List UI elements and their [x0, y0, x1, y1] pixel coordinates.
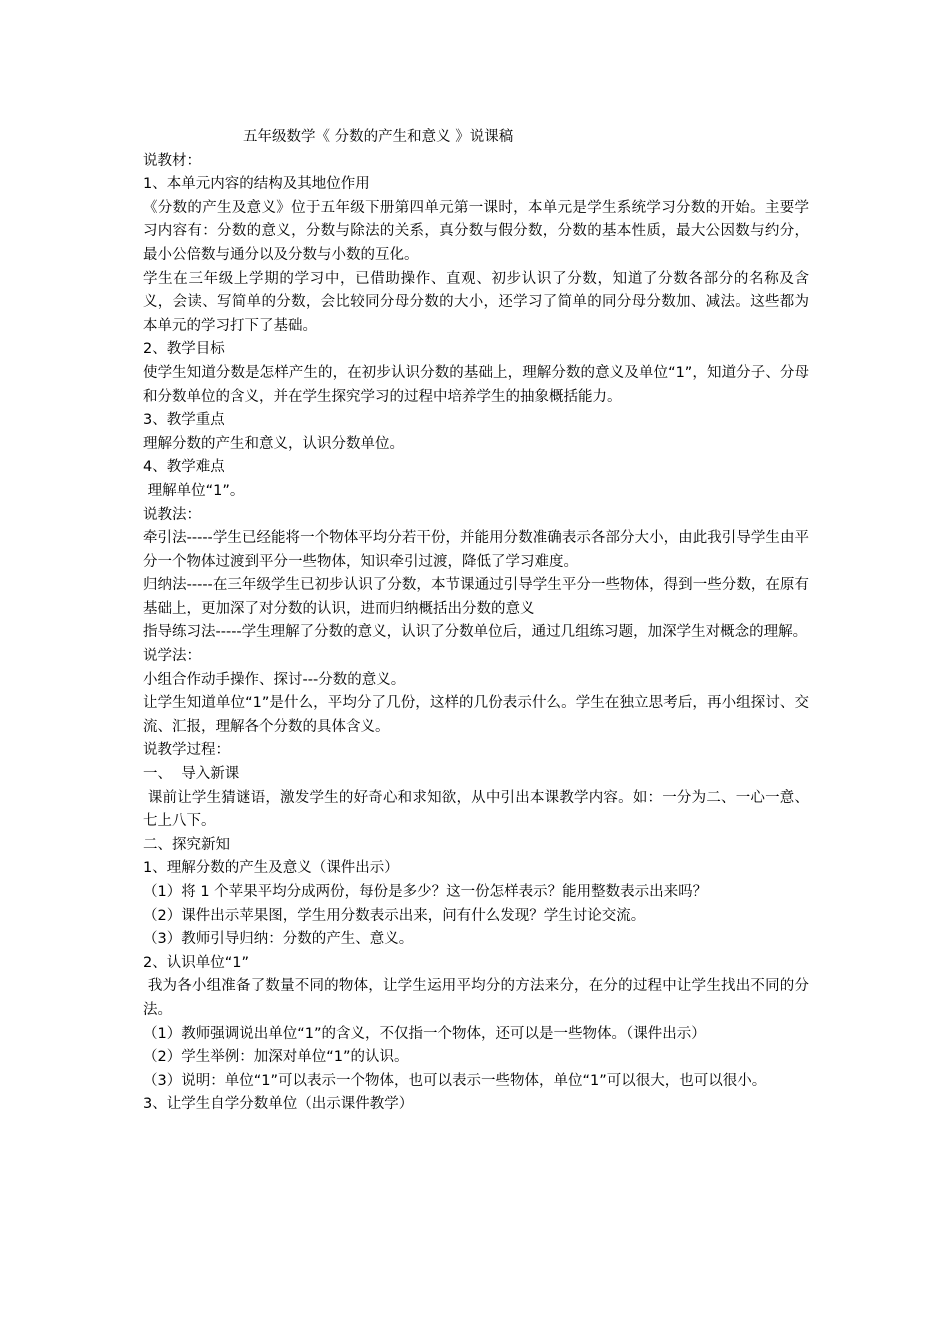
subsection-heading: 一、 导入新课: [143, 766, 240, 783]
list-item: （1）教师强调说出单位“1”的含义，不仅指一个物体，还可以是一些物体。（课件出示）: [143, 1025, 706, 1042]
paragraph: 我为各小组准备了数量不同的物体，让学生运用平均分的方法来分，在分的过程中让学生找出不同的分法。: [143, 978, 810, 1018]
list-item: （2）课件出示苹果图，学生用分数表示出来，问有什么发现？学生讨论交流。: [143, 907, 646, 924]
section-heading: 说教法：: [143, 506, 201, 523]
list-item: （2）学生举例：加深对单位“1”的认识。: [143, 1049, 409, 1066]
subsection-heading: 1、理解分数的产生及意义（课件出示）: [143, 860, 399, 877]
paragraph: 理解分数的产生和意义，认识分数单位。: [143, 435, 404, 452]
subsection-heading: 1、本单元内容的结构及其地位作用: [143, 176, 370, 193]
paragraph: 牵引法-----学生已经能将一个物体平均分若干份，并能用分数准确表示各部分大小，由此我引导学生由平分一个物体过渡到平分一些物体，知识牵引过渡，降低了学习难度。: [143, 530, 809, 570]
paragraph: 课前让学生猜谜语，激发学生的好奇心和求知欲，从中引出本课教学内容。如：一分为二、一心一意、七上八下。: [143, 789, 810, 830]
document-title: 五年级数学《 分数的产生和意义 》说课稿: [243, 129, 514, 145]
paragraph: 使学生知道分数是怎样产生的，在初步认识分数的基础上，理解分数的意义及单位“1”，知道分子、分母和分数单位的含义，并在学生探究学习的过程中培养学生的抽象概括能力。: [143, 364, 809, 405]
subsection-heading: 二、探究新知: [143, 836, 230, 853]
subsection-heading: 3、让学生自学分数单位（出示课件教学）: [143, 1096, 414, 1113]
section-heading: 说学法：: [143, 648, 201, 665]
subsection-heading: 2、教学目标: [143, 341, 225, 358]
section-heading: 说教学过程：: [143, 742, 230, 759]
paragraph: 《分数的产生及意义》位于五年级下册第四单元第一课时，本单元是学生系统学习分数的开始。主要学习内容有：分数的意义，分数与除法的关系，真分数与假分数，分数的基本性质，最大公因数与约分，最小公倍数与通分以及分数与小数的互化。: [143, 199, 809, 263]
subsection-heading: 3、教学重点: [143, 412, 225, 429]
paragraph: 理解单位“1”。: [143, 482, 245, 499]
paragraph: 学生在三年级上学期的学习中，已借助操作、直观、初步认识了分数，知道了分数各部分的名称及含义，会读、写简单的分数，会比较同分母分数的大小，还学习了简单的同分母分数加、减法。这些都为本单元的学习打下了基础。: [143, 270, 809, 334]
section-heading: 说教材：: [143, 152, 201, 169]
paragraph: 小组合作动手操作、探讨---分数的意义。: [143, 671, 406, 688]
document-body: [143, 126, 809, 1117]
paragraph: 指导练习法-----学生理解了分数的意义，认识了分数单位后，通过几组练习题，加深学生对概念的理解。: [143, 624, 808, 641]
paragraph: 让学生知道单位“1”是什么，平均分了几份，这样的几份表示什么。学生在独立思考后，再小组探讨、交流、汇报，理解各个分数的具体含义。: [143, 695, 809, 735]
list-item: （3）教师引导归纳：分数的产生、意义。: [143, 931, 414, 948]
list-item: （1）将 1 个苹果平均分成两份，每份是多少？这一份怎样表示？能用整数表示出来吗？: [143, 884, 708, 900]
subsection-heading: 4、教学难点: [143, 459, 225, 476]
list-item: （3）说明：单位“1”可以表示一个物体，也可以表示一些物体，单位“1”可以很大，也可以很小。: [143, 1072, 767, 1089]
paragraph: 归纳法-----在三年级学生已初步认识了分数，本节课通过引导学生平分一些物体，得到一些分数，在原有基础上，更加深了对分数的认识，进而归纳概括出分数的意义: [143, 577, 809, 617]
subsection-heading: 2、认识单位“1”: [143, 954, 249, 971]
